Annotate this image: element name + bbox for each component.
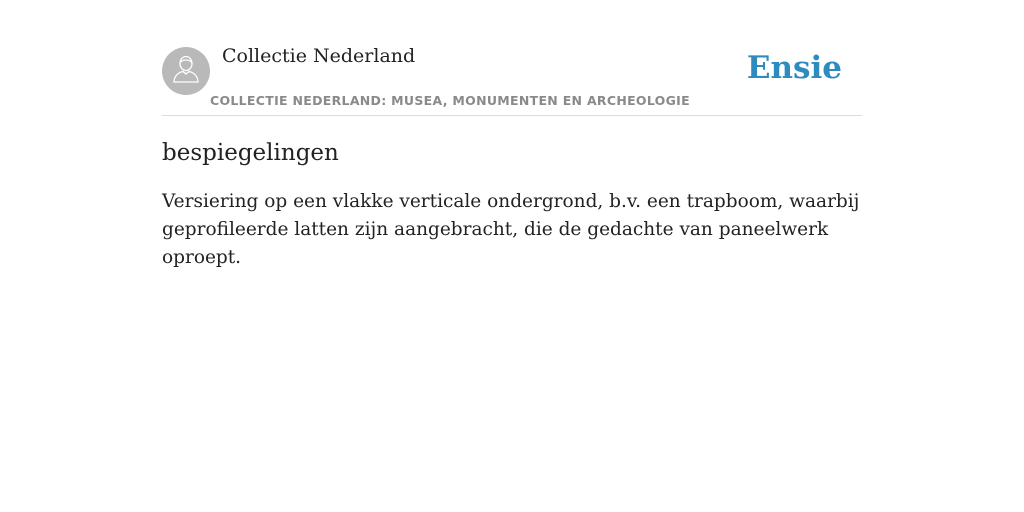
source-link[interactable]: COLLECTIE NEDERLAND: MUSEA, MONUMENTEN EN ARCHEOLOGIE — [210, 93, 690, 108]
term-title: bespiegelingen — [162, 140, 339, 166]
definition-text: Versiering op een vlakke verticale ondergrond, b.v. een trapboom, waarbij geprofileerde latten zijn aangebracht, die de gedachte van paneelwerk oproept. — [162, 191, 860, 268]
user-silhouette-icon — [172, 54, 200, 89]
author-name-link[interactable]: Collectie Nederland — [222, 45, 416, 67]
card-header — [162, 40, 862, 116]
author-avatar[interactable] — [162, 47, 210, 95]
definition-card — [162, 40, 862, 272]
ensie-logo[interactable]: Ensie — [746, 50, 842, 86]
